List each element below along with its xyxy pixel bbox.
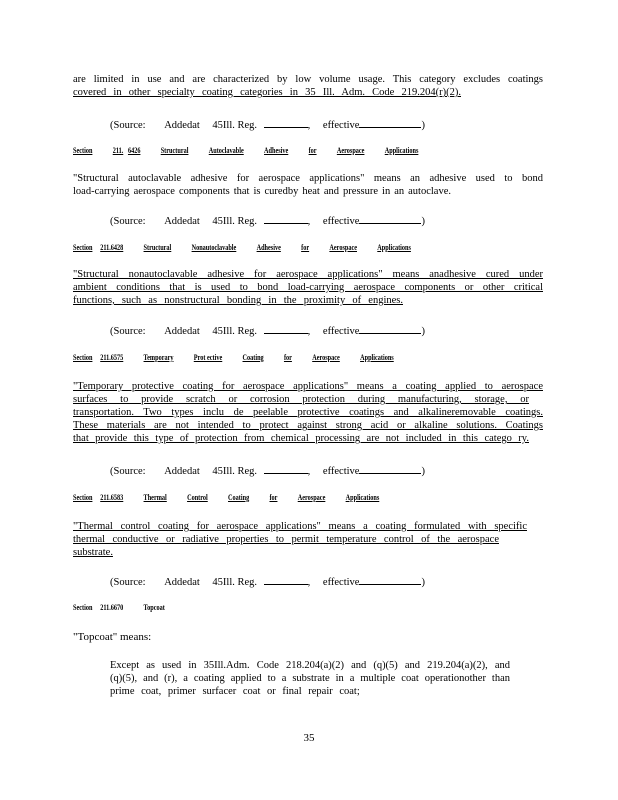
source-added: Addedat	[164, 216, 200, 227]
definition-line: thermal conductive or radiative properties to permit temperature control of the aerospace	[73, 534, 499, 545]
heading-word: Section	[73, 243, 93, 252]
heading-word: 211.	[112, 146, 124, 155]
heading-word: Adhesive	[264, 146, 289, 155]
definition-line: "Structural autoclavable adhesive for aerospace applications" means an adhesive used to bond	[73, 173, 543, 184]
source-note: (Source: Addedat 45Ill. Reg. , effective )	[110, 213, 425, 228]
source-label: (Source:	[110, 466, 146, 477]
heading-word: Applications	[377, 243, 411, 252]
source-label: (Source:	[110, 326, 146, 337]
section-heading	[73, 146, 439, 156]
source-added: Addedat	[164, 466, 200, 477]
heading-word: Aerospace	[312, 353, 340, 362]
heading-word: Control	[187, 493, 208, 502]
source-close: )	[421, 466, 425, 477]
reg-blank	[264, 463, 308, 474]
definition-line: "Structural nonautoclavable adhesive for aerospace applications" means anadhesive cured under	[73, 269, 543, 280]
source-note: (Source: Addedat 45Ill. Reg. , effective )	[110, 463, 425, 478]
source-reg: 45Ill. Reg.	[212, 577, 258, 588]
heading-word: Structural	[143, 243, 172, 252]
source-note: (Source: Addedat 45Ill. Reg. , effective )	[110, 323, 425, 338]
source-note: (Source: Addedat 45Ill. Reg. , effective )	[110, 574, 425, 589]
heading-word: Aerospace	[329, 243, 358, 252]
definition-line: load-carrying aerospace components that is curedby heat and pressure in an autoclave.	[73, 186, 451, 197]
heading-word: Autoclavable	[208, 146, 244, 155]
source-reg: 45Ill. Reg.	[212, 326, 258, 337]
source-reg: 45Ill. Reg.	[212, 466, 258, 477]
definition-line: These materials are not intended to protect against strong acid or alkaline solutions. Coatings	[73, 420, 543, 431]
source-close: )	[421, 326, 425, 337]
source-close: )	[421, 120, 425, 131]
heading-word: Temporary	[143, 353, 174, 362]
section-heading	[73, 243, 431, 253]
definition-line: surfaces to provide scratch or corrosion protection during manufacturing, storage, or	[73, 394, 529, 405]
section-heading	[73, 493, 400, 503]
heading-word: Aerospace	[297, 493, 326, 502]
source-added: Addedat	[164, 326, 200, 337]
source-label: (Source:	[110, 577, 146, 588]
source-reg: 45Ill. Reg.	[212, 120, 258, 131]
topcoat-line: Except as used in 35Ill.Adm. Code 218.204(a)(2) and (q)(5) and 219.204(a)(2), and	[110, 660, 510, 671]
effective-blank	[359, 574, 421, 585]
heading-word: Thermal	[143, 493, 167, 502]
heading-word: Section	[73, 493, 93, 502]
source-note: (Source: Addedat 45Ill. Reg. , effective )	[110, 117, 425, 132]
definition-line: that provide this type of protection from chemical processing are not included in this catego ry.	[73, 433, 529, 444]
heading-word: Applications	[360, 353, 394, 362]
heading-word: Applications	[384, 146, 419, 155]
heading-word: for	[301, 243, 310, 252]
reg-blank	[264, 323, 308, 334]
heading-word: 211.6583	[100, 493, 124, 502]
reg-blank	[264, 117, 308, 128]
definition-line: "Topcoat" means:	[73, 631, 152, 643]
heading-word: 211.6428	[100, 243, 124, 252]
intro-line: covered in other specialty coating categories in 35 Ill. Adm. Code 219.204(r)(2).	[73, 87, 461, 98]
definition-line: transportation. Two types inclu de peelable protective coatings and alkalineremovable coatings.	[73, 407, 543, 418]
source-added: Addedat	[164, 120, 200, 131]
topcoat-line	[110, 672, 510, 685]
heading-word: Section	[73, 353, 93, 362]
intro-line: are limited in use and are characterized by low volume usage. This category excludes coatings	[73, 74, 543, 85]
heading-word: for	[308, 146, 317, 155]
source-effective: effective	[322, 577, 360, 588]
heading-word: for	[283, 353, 292, 362]
heading-word: Applications	[345, 493, 380, 502]
reg-blank	[264, 213, 308, 224]
definition-line: substrate.	[73, 547, 113, 558]
source-added: Addedat	[164, 577, 200, 588]
source-label: (Source:	[110, 216, 146, 227]
heading-word: Adhesive	[256, 243, 281, 252]
heading-word: 211.6670	[100, 603, 124, 612]
source-effective: effective	[322, 120, 360, 131]
heading-word: 211.6575	[100, 353, 124, 362]
source-effective: effective	[322, 326, 360, 337]
page-number: 35	[303, 732, 315, 744]
definition-line: functions, such as nonstructural bonding in the proximity of engines.	[73, 295, 403, 306]
effective-blank	[359, 117, 421, 128]
heading-word: Nonautoclavable	[191, 243, 237, 252]
heading-word: Section	[73, 603, 93, 612]
effective-blank	[359, 213, 421, 224]
source-effective: effective	[322, 216, 360, 227]
heading-word: 6426	[127, 146, 141, 155]
source-close: )	[421, 216, 425, 227]
source-label: (Source:	[110, 120, 146, 131]
topcoat-line-text: (q)(5), and (r), a coating applied to a substrate in a multiple coat operationother than	[110, 673, 510, 684]
heading-word: for	[269, 493, 278, 502]
source-reg: 45Ill. Reg.	[212, 216, 258, 227]
section-heading	[73, 353, 414, 363]
heading-word: Section	[73, 146, 93, 155]
definition-line: ambient conditions that is used to bond load-carrying aerospace components or other critical	[73, 282, 543, 293]
effective-blank	[359, 463, 421, 474]
definition-line: "Temporary protective coating for aerospace applications" means a coating applied to aerospace	[73, 381, 543, 392]
heading-word: Aerospace	[336, 146, 365, 155]
section-heading	[73, 603, 185, 613]
effective-blank	[359, 323, 421, 334]
heading-word: Topcoat	[143, 603, 165, 612]
source-effective: effective	[322, 466, 360, 477]
heading-word: Structural	[160, 146, 189, 155]
heading-word: Coating	[228, 493, 250, 502]
reg-blank	[264, 574, 308, 585]
heading-word: Coating	[242, 353, 264, 362]
topcoat-line: prime coat, primer surfacer coat or final repair coat;	[110, 686, 360, 697]
definition-line: "Thermal control coating for aerospace applications" means a coating formulated with specific	[73, 521, 527, 532]
source-close: )	[421, 577, 425, 588]
heading-word: Prot ective	[193, 353, 223, 362]
